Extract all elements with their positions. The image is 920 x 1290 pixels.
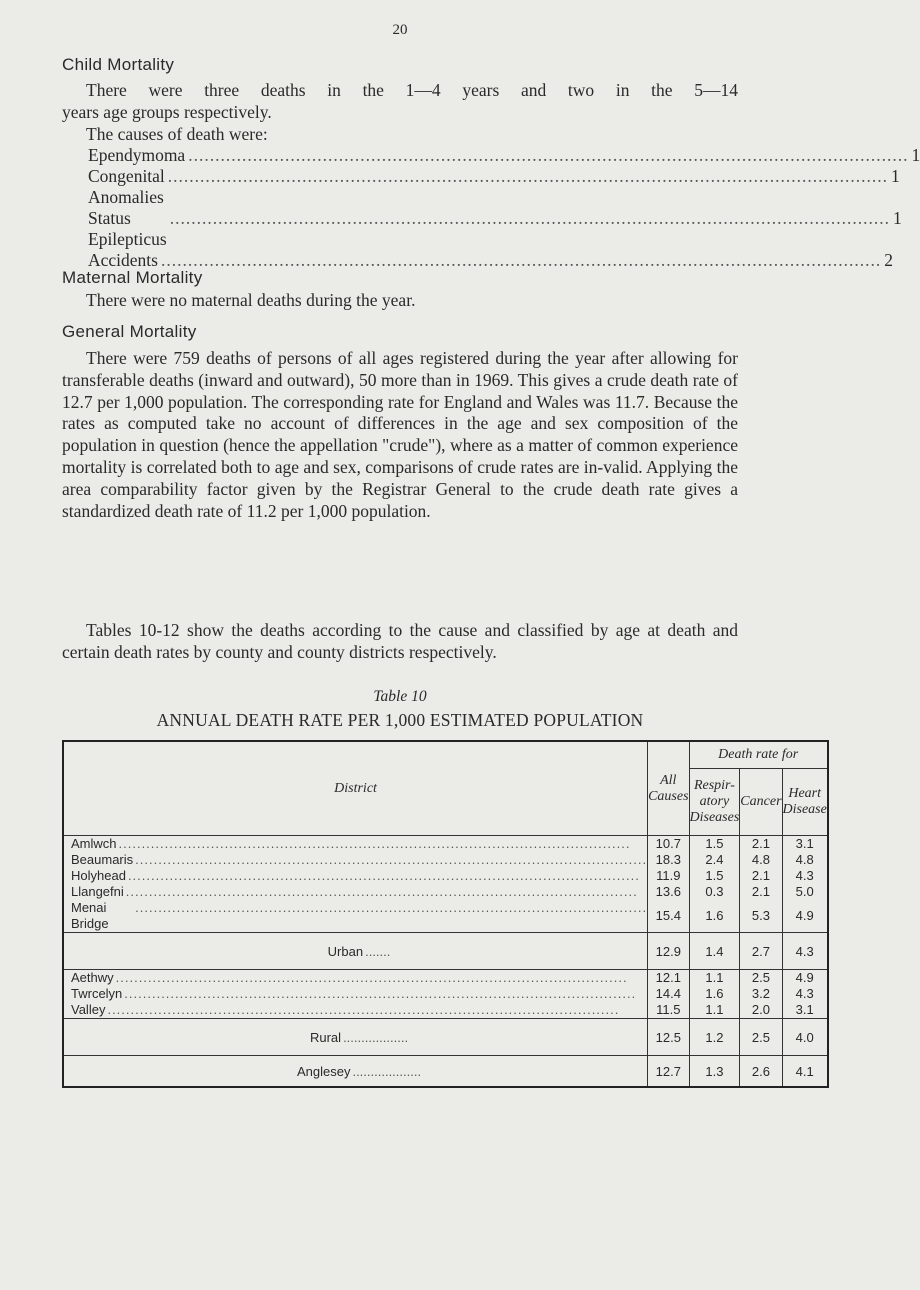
- district-name: Twrcelyn: [71, 986, 123, 1001]
- table-row: [63, 900, 828, 933]
- cell-cancer: 2.0: [740, 1002, 782, 1019]
- header-district: District: [63, 741, 648, 836]
- cell-heart: 4.0: [782, 1019, 828, 1056]
- cell-resp: 1.3: [689, 1056, 740, 1088]
- district-name: Llangefni: [71, 884, 124, 899]
- cause-row: [88, 208, 902, 250]
- total-name: Urban: [327, 943, 364, 959]
- table-row: [63, 868, 828, 884]
- header-cancer: Cancer: [740, 769, 782, 836]
- child-intro-line1: There were three deaths in the 1—4 years and two in the 5—14: [86, 80, 738, 100]
- table-row-rural-total: Rural .................. 12.5 1.2 2.5 4.0: [63, 1019, 828, 1056]
- cell-cancer: 2.5: [740, 1019, 782, 1056]
- cause-count: 2: [884, 250, 893, 270]
- cause-name: Ependymoma: [88, 145, 186, 165]
- cause-row: [88, 166, 900, 208]
- header-death-rate-for: Death rate for: [689, 741, 828, 769]
- header-resp-line3: Diseases: [689, 810, 740, 825]
- tables-paragraph: [62, 620, 738, 664]
- cell-heart: 3.1: [782, 1002, 828, 1019]
- table-row-county-total: Anglesey ................... 12.7 1.3 2.6 4.1: [63, 1056, 828, 1088]
- cell-all: 12.7: [648, 1056, 689, 1088]
- cell-resp: 1.5: [689, 836, 740, 853]
- cell-all: 15.4: [648, 900, 689, 933]
- cell-heart: 4.3: [782, 986, 828, 1002]
- maternal-mortality-heading: Maternal Mortality: [62, 268, 203, 287]
- header-all-causes-line1: All: [660, 772, 677, 788]
- cell-all: 13.6: [648, 884, 689, 900]
- cell-heart: 4.9: [782, 970, 828, 987]
- cell-cancer: 5.3: [740, 900, 782, 933]
- header-heart-line1: Heart: [788, 786, 822, 801]
- table-row: [63, 986, 828, 1002]
- cell-all: 12.5: [648, 1019, 689, 1056]
- district-name: Menai Bridge: [71, 900, 109, 931]
- cell-all: 12.9: [648, 933, 689, 970]
- table-row: [63, 836, 828, 853]
- maternal-mortality-text: [62, 290, 738, 312]
- cause-count: 1: [911, 145, 920, 165]
- cell-cancer: 2.1: [740, 884, 782, 900]
- table-row: [63, 1002, 828, 1019]
- header-all-causes: [648, 741, 689, 836]
- cell-heart: 4.8: [782, 852, 828, 868]
- child-mortality-intro: [62, 80, 738, 145]
- district-name: Aethwy: [71, 970, 114, 985]
- table-row: [63, 884, 828, 900]
- general-para-2: Tables 10-12 show the deaths according to the cause and classified by age at death and certain death rates by county and county districts respectively.: [62, 620, 738, 662]
- cause-name: Status Epilepticus: [88, 208, 167, 249]
- cell-cancer: 4.8: [740, 852, 782, 868]
- cause-name: Congenital Anomalies: [88, 166, 165, 207]
- cell-resp: 1.6: [689, 986, 740, 1002]
- maternal-text: There were no maternal deaths during the year.: [86, 290, 416, 310]
- cell-all: 12.1: [648, 970, 689, 987]
- general-mortality-paragraph: [62, 348, 738, 522]
- page-number: 20: [392, 22, 408, 38]
- district-name: Beaumaris: [71, 852, 134, 867]
- header-resp-line1: Respir-: [693, 778, 735, 793]
- cell-all: 18.3: [648, 852, 689, 868]
- cause-name: Accidents: [88, 250, 158, 270]
- cell-heart: 5.0: [782, 884, 828, 900]
- table-title: ANNUAL DEATH RATE PER 1,000 ESTIMATED POPULATION: [156, 710, 644, 730]
- table-caption: Table 10: [373, 688, 427, 705]
- cell-heart: 4.3: [782, 868, 828, 884]
- cell-heart: 4.1: [782, 1056, 828, 1088]
- cause-count: 1: [892, 208, 902, 228]
- total-name: Anglesey: [296, 1063, 351, 1079]
- cell-resp: 1.2: [689, 1019, 740, 1056]
- cell-resp: 0.3: [689, 884, 740, 900]
- table-row: [63, 852, 828, 868]
- header-all-causes-line2: Causes: [648, 788, 689, 804]
- cell-resp: 1.5: [689, 868, 740, 884]
- cell-cancer: 2.7: [740, 933, 782, 970]
- death-rate-table: [62, 740, 829, 1088]
- child-mortality-heading: Child Mortality: [62, 55, 175, 74]
- cause-row: [88, 145, 920, 166]
- causes-label: The causes of death were:: [86, 123, 268, 144]
- cause-count: 1: [891, 166, 900, 186]
- cell-resp: 1.1: [689, 1002, 740, 1019]
- table-row-urban-total: Urban ....... 12.9 1.4 2.7 4.3: [63, 933, 828, 970]
- causes-list: [88, 145, 920, 271]
- cell-heart: 3.1: [782, 836, 828, 853]
- cell-resp: 1.6: [689, 900, 740, 933]
- cell-resp: 1.1: [689, 970, 740, 987]
- cell-all: 10.7: [648, 836, 689, 853]
- cell-heart: 4.9: [782, 900, 828, 933]
- cell-all: 14.4: [648, 986, 689, 1002]
- cell-cancer: 2.1: [740, 868, 782, 884]
- cell-resp: 1.4: [689, 933, 740, 970]
- total-name: Rural: [309, 1029, 342, 1045]
- table-row: [63, 970, 828, 987]
- general-mortality-heading: General Mortality: [62, 322, 197, 341]
- cell-cancer: 2.6: [740, 1056, 782, 1088]
- district-name: Amlwch: [71, 836, 117, 851]
- cell-all: 11.5: [648, 1002, 689, 1019]
- cell-heart: 4.3: [782, 933, 828, 970]
- header-heart: [782, 769, 828, 836]
- district-name: Holyhead: [71, 868, 126, 883]
- cell-resp: 2.4: [689, 852, 740, 868]
- cell-all: 11.9: [648, 868, 689, 884]
- district-name: Valley: [71, 1002, 106, 1017]
- general-para-1: There were 759 deaths of persons of all ages registered during the year after allowing for transferable deaths (inward and outward), 50 more than in 1969. This gives a crude death rate of 12.7 per 1,000 population. The corresponding rate for England and Wales was 11.7. Because the rates as computed take no account of differences in the age and sex composition of the population in question (hence the appellation "crude"), where as a matter of common experience mortality is correlated both to age and sex, comparisons of crude rates are in-valid. Applying the area comparability factor given by the Registrar General to the crude death rate gives a standardized death rate of 11.2 per 1,000 population.: [62, 348, 738, 521]
- header-heart-line2: Disease: [782, 802, 827, 817]
- header-resp-line2: atory: [699, 794, 730, 809]
- header-respiratory: [689, 769, 740, 836]
- cell-cancer: 2.1: [740, 836, 782, 853]
- cell-cancer: 3.2: [740, 986, 782, 1002]
- child-intro-line2: years age groups respectively.: [62, 101, 272, 122]
- cell-cancer: 2.5: [740, 970, 782, 987]
